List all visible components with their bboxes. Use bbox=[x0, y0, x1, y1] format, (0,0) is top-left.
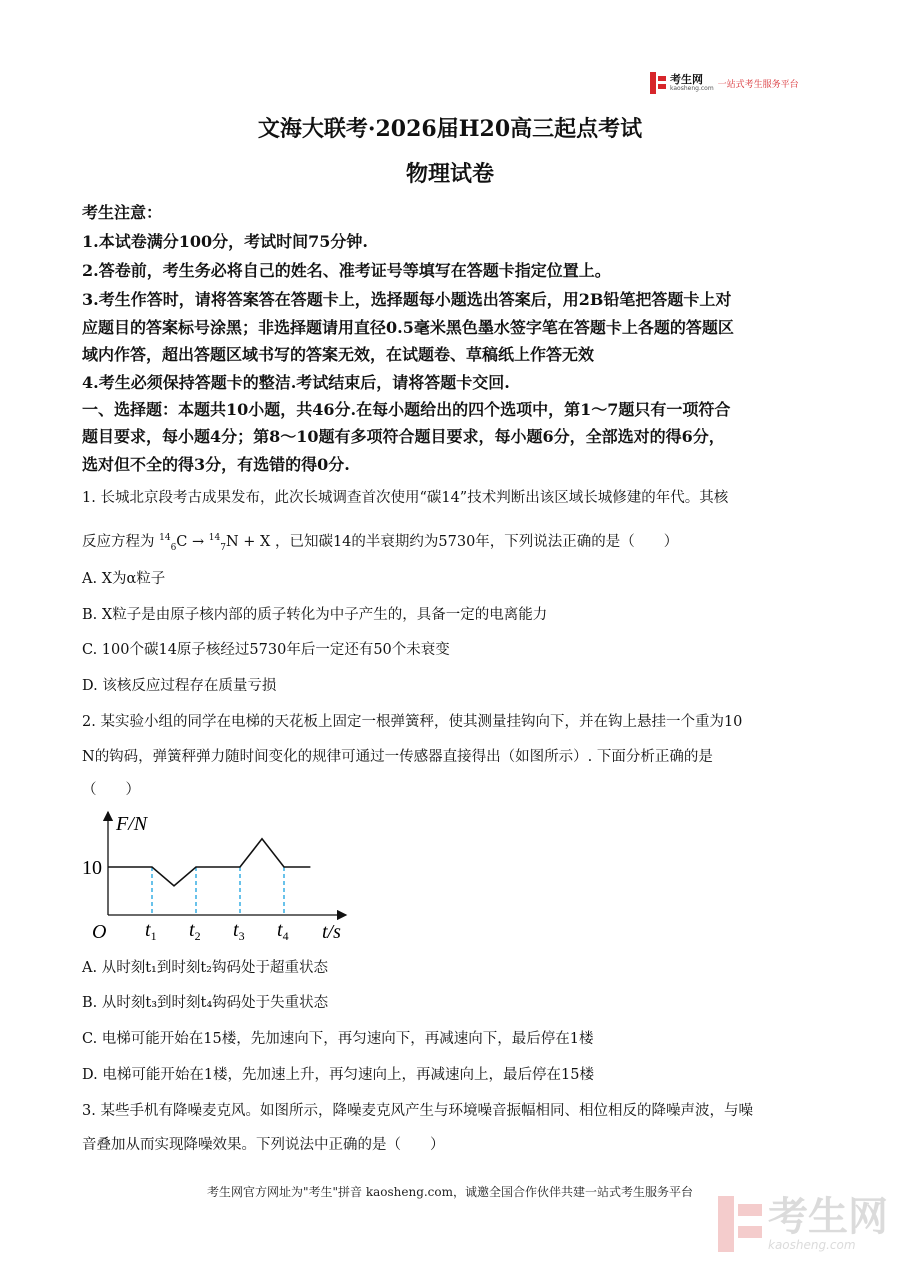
q1-stem-post: ，已知碳14的半衰期约为5730年，下列说法正确的是（ ） bbox=[274, 534, 679, 550]
watermark-url: kaosheng.com bbox=[768, 1238, 856, 1252]
notice-line: 1.本试卷满分100分，考试时间75分钟. bbox=[82, 232, 368, 251]
nuclear-equation: $^{14}_6$C → $^{14}_7$N + X bbox=[159, 533, 271, 553]
series-line bbox=[108, 839, 310, 886]
section-header: 题目要求，每小题4分；第8～10题有多项符合题目要求，每小题6分，全部选对的得6分， bbox=[82, 427, 725, 446]
watermark-icon bbox=[718, 1196, 762, 1252]
q1-stem: 1. 长城北京段考古成果发布，此次长城调查首次使用“碳14”技术判断出该区域长城修建的年代。其核 bbox=[82, 490, 729, 506]
y-axis-label: F/N bbox=[116, 813, 148, 835]
x-tick-label-t3: $t_3$ bbox=[233, 919, 245, 943]
section-header: 选对但不全的得3分，有选错的得0分. bbox=[82, 455, 350, 474]
notice-line: 应题目的答案标号涂黑；非选择题请用直径0.5毫米黑色墨水签字笔在答题卡上各题的答题区 bbox=[82, 318, 734, 337]
origin-label: O bbox=[92, 921, 107, 943]
q1-option-c: C. 100个碳14原子核经过5730年后一定还有50个未衰变 bbox=[82, 642, 450, 658]
q1-option-a: A. X为α粒子 bbox=[82, 571, 166, 587]
q1-stem-pre: 反应方程为 bbox=[82, 534, 155, 550]
x-tick-label-t1: $t_1$ bbox=[145, 919, 157, 943]
q1-option-b: B. X粒子是由原子核内部的质子转化为中子产生的，具备一定的电离能力 bbox=[82, 607, 548, 623]
q1-option-d: D. 该核反应过程存在质量亏损 bbox=[82, 678, 277, 694]
q2-stem: 2. 某实验小组的同学在电梯的天花板上固定一根弹簧秤，使其测量挂钩向下，并在钩上悬挂一个重为10 bbox=[82, 714, 743, 730]
exam-subtitle: 物理试卷 bbox=[405, 161, 494, 187]
q2-stem-3: （ ） bbox=[82, 782, 140, 798]
x-tick-label-t2: $t_2$ bbox=[189, 919, 201, 943]
logo-url: kaosheng.com bbox=[670, 85, 714, 92]
q3-stem-2: 音叠加从而实现降噪效果。下列说法中正确的是（ ） bbox=[82, 1137, 445, 1153]
x-tick-label-t4: $t_4$ bbox=[277, 919, 289, 943]
logo-icon bbox=[650, 72, 666, 94]
watermark-name: 考生网 bbox=[768, 1194, 888, 1240]
watermark bbox=[718, 1196, 888, 1252]
notice-line: 4.考生必须保持答题卡的整洁.考试结束后，请将答题卡交回. bbox=[82, 373, 510, 392]
q2-option-b: B. 从时刻t₃到时刻t₄钩码处于失重状态 bbox=[82, 995, 329, 1011]
q2-option-a: A. 从时刻t₁到时刻t₂钩码处于超重状态 bbox=[82, 960, 328, 976]
notice-line: 2.答卷前，考生务必将自己的姓名、准考证号等填写在答题卡指定位置上。 bbox=[82, 261, 611, 280]
x-axis-label: t/s bbox=[322, 921, 341, 943]
section-header: 一、选择题：本题共10小题，共46分.在每小题给出的四个选项中，第1～7题只有一项符合 bbox=[82, 400, 731, 419]
page-footer: 考生网官方网址为"考生"拼音 kaosheng.com，诚邀全国合作伙伴共建一站式考生服务平台 bbox=[206, 1185, 694, 1199]
q2-option-d: D. 电梯可能开始在1楼，先加速上升，再匀速向上，再减速向上，最后停在15楼 bbox=[82, 1067, 594, 1083]
q1-stem-2 bbox=[82, 530, 678, 553]
force-time-chart bbox=[78, 800, 358, 950]
notice-heading: 考生注意： bbox=[82, 203, 163, 222]
logo-name: 考生网 bbox=[670, 73, 703, 86]
q2-option-c: C. 电梯可能开始在15楼，先加速向下，再匀速向下，再减速向下，最后停在1楼 bbox=[82, 1031, 594, 1047]
q3-stem: 3. 某些手机有降噪麦克风。如图所示，降噪麦克风产生与环境噪音振幅相同、相位相反的降噪声波，与噪 bbox=[82, 1103, 753, 1119]
q2-stem-2: N的钩码，弹簧秤弹力随时间变化的规律可通过一传感器直接得出（如图所示）. 下面分析正确的是 bbox=[82, 749, 713, 765]
notice-line: 域内作答，超出答题区域书写的答案无效，在试题卷、草稿纸上作答无效 bbox=[82, 345, 595, 364]
exam-title: 文海大联考·2026届H20高三起点考试 bbox=[257, 116, 643, 142]
notice-line: 3.考生作答时，请将答案答在答题卡上，选择题每小题选出答案后，用2B铅笔把答题卡上对 bbox=[82, 290, 732, 309]
brand-logo bbox=[650, 72, 799, 94]
y-tick-label: 10 bbox=[82, 857, 102, 879]
logo-slogan: 一站式考生服务平台 bbox=[717, 79, 799, 90]
